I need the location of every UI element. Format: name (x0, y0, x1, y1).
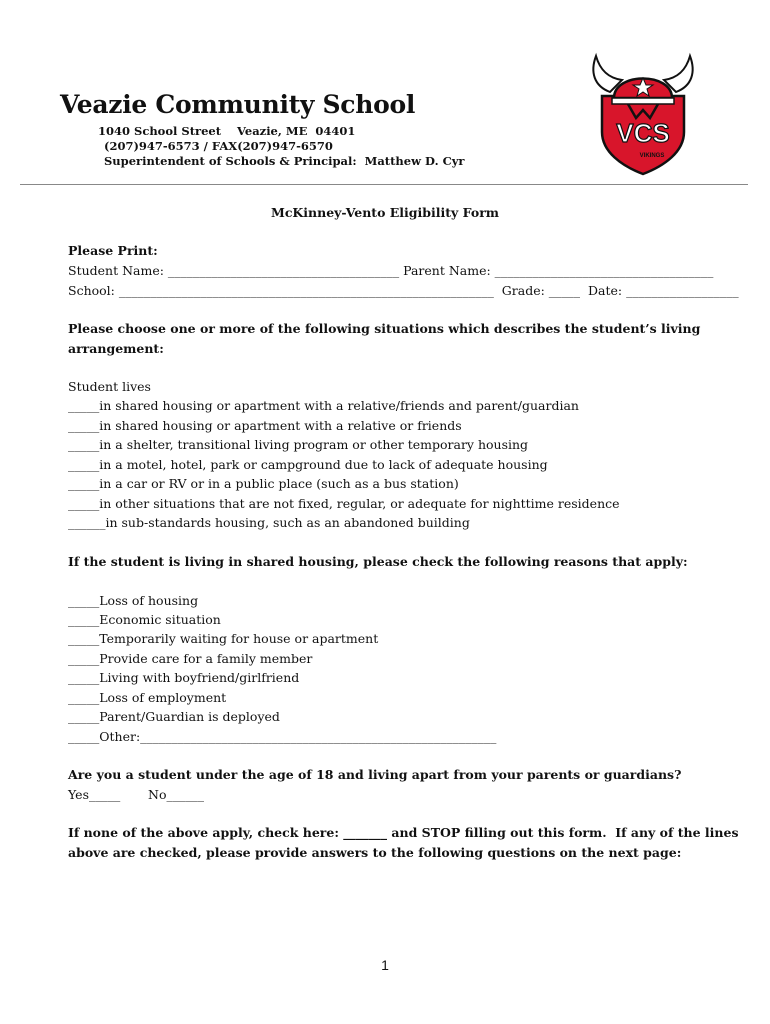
print-heading: Please Print: (68, 243, 158, 258)
situation-item: ______in sub-standards housing, such as an abandoned building (68, 515, 470, 530)
reason-item: _____Loss of housing (68, 593, 199, 608)
school-address: 1040 School Street Veazie, ME 04401 (98, 124, 356, 138)
shared-housing-question: If the student is living in shared housing, please check the following reasons that apply: (68, 554, 688, 569)
reason-item: _____Parent/Guardian is deployed (68, 709, 280, 724)
age-question: Are you a student under the age of 18 and living apart from your parents or guardians? (68, 767, 682, 782)
header-divider (20, 184, 748, 185)
student-lives-label: Student lives (68, 379, 151, 394)
none-apply-line-cont: above are checked, please provide answers to the following questions on the next page: (68, 845, 682, 860)
student-parent-name-line: Student Name: _____________________________________ Parent Name: ___________________________________ (68, 263, 714, 278)
situation-item: _____in a motel, hotel, park or campground due to lack of adequate housing (68, 457, 548, 472)
school-name: Veazie Community School (60, 90, 416, 119)
logo-banner: VIKINGS (639, 153, 665, 159)
situations-question-cont: arrangement: (68, 341, 164, 356)
situation-item: _____in shared housing or apartment with a relative/friends and parent/guardian (68, 398, 579, 413)
school-grade-date-line: School: ____________________________________________________________ Grade: _____ Date: __________________ (68, 283, 739, 298)
situation-item: _____in other situations that are not fixed, regular, or adequate for nighttime residence (68, 496, 620, 511)
situation-item: _____in shared housing or apartment with a relative or friends (68, 418, 462, 433)
yes-no-answers: Yes_____ No______ (68, 787, 205, 802)
logo-letters: VCS (616, 118, 670, 148)
reason-item: _____Provide care for a family member (68, 651, 313, 666)
form-title: McKinney-Vento Eligibility Form (270, 205, 499, 220)
situations-question: Please choose one or more of the following situations which describes the student’s living (68, 321, 701, 336)
reason-item-other: _____Other:_________________________________________________________ (68, 729, 497, 744)
none-apply-line: If none of the above apply, check here: _______ and STOP filling out this form. If any of the lines (68, 825, 739, 840)
school-phone-fax: (207)947-6573 / FAX(207)947-6570 (104, 139, 333, 153)
page-number: 1 (381, 957, 389, 973)
viking-helmet-shield-icon (588, 52, 698, 176)
situation-item: _____in a shelter, transitional living program or other temporary housing (68, 437, 529, 452)
reason-item: _____Loss of employment (68, 690, 227, 705)
situation-item: _____in a car or RV or in a public place (such as a bus station) (68, 476, 459, 491)
reason-item: _____Economic situation (68, 612, 221, 627)
reason-item: _____Temporarily waiting for house or apartment (68, 631, 379, 646)
superintendent-line: Superintendent of Schools & Principal: Matthew D. Cyr (104, 154, 465, 168)
reason-item: _____Living with boyfriend/girlfriend (68, 670, 300, 685)
